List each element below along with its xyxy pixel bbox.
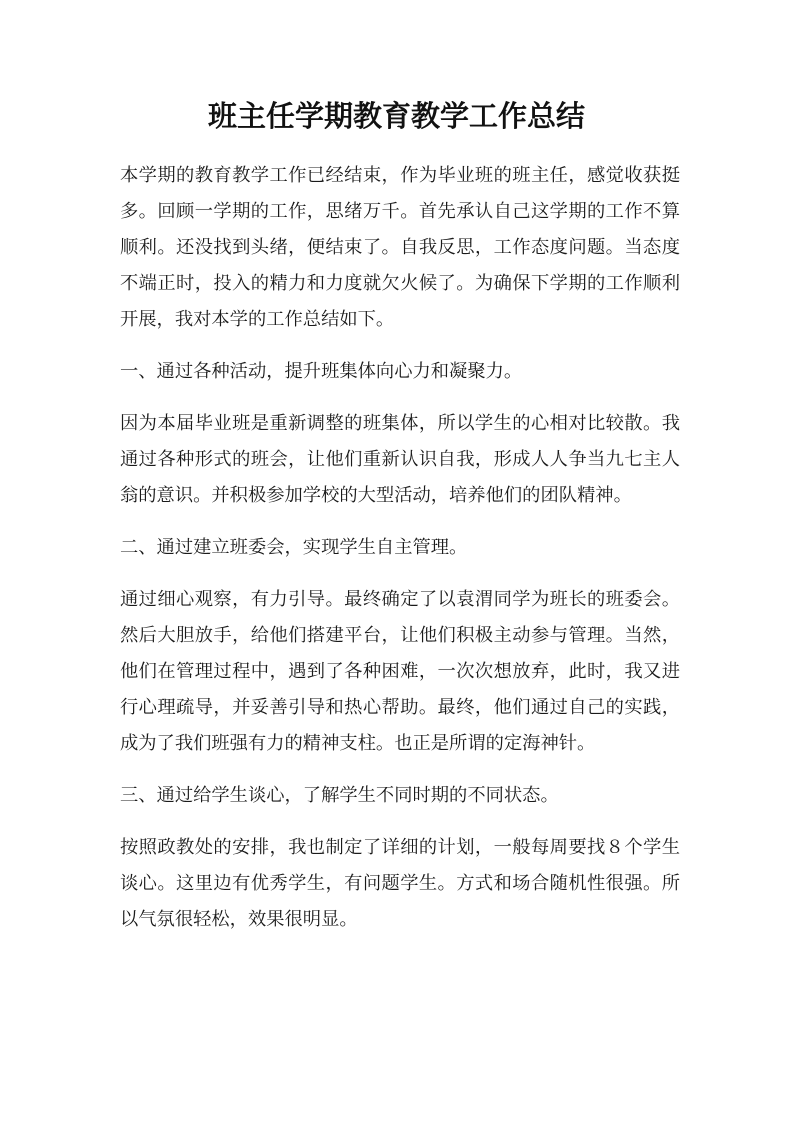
paragraph-section-1: 因为本届毕业班是重新调整的班集体，所以学生的心相对比较散。我通过各种形式的班会，让他们重新认识自我，形成人人争当九七主人翁的意识。并积极参加学校的大型活动，培养他们的团队精神。 <box>120 413 680 506</box>
paragraph-section-2: 通过细心观察，有力引导。最终确定了以袁渭同学为班长的班委会。然后大胆放手，给他们搭建平台，让他们积极主动参与管理。当然，他们在管理过程中，遇到了各种困难，一次次想放弃，此时，我又进行心理疏导，并妥善引导和热心帮助。最终，他们通过自己的实践，成为了我们班强有力的精神支柱。也正是所谓的定海神针。 <box>120 589 680 754</box>
section-heading-1: 一、通过各种活动，提升班集体向心力和凝聚力。 <box>120 361 523 382</box>
paragraph-section-3: 按照政教处的安排，我也制定了详细的计划，一般每周要找８个学生谈心。这里边有优秀学生，有问题学生。方式和场合随机性很强。所以气氛很轻松，效果很明显。 <box>120 837 680 930</box>
paragraph-intro: 本学期的教育教学工作已经结束，作为毕业班的班主任，感觉收获挺多。回顾一学期的工作，思绪万千。首先承认自己这学期的工作不算顺利。还没找到头绪，便结束了。自我反思，工作态度问题。当态度不端正时，投入的精力和力度就欠火候了。为确保下学期的工作顺利开展，我对本学的工作总结如下。 <box>120 165 680 330</box>
document-title: 班主任学期教育教学工作总结 <box>207 99 585 133</box>
document-body <box>120 158 680 954</box>
section-heading-2: 二、通过建立班委会，实现学生自主管理。 <box>120 537 468 558</box>
section-heading-3: 三、通过给学生谈心，了解学生不同时期的不同状态。 <box>120 785 559 806</box>
